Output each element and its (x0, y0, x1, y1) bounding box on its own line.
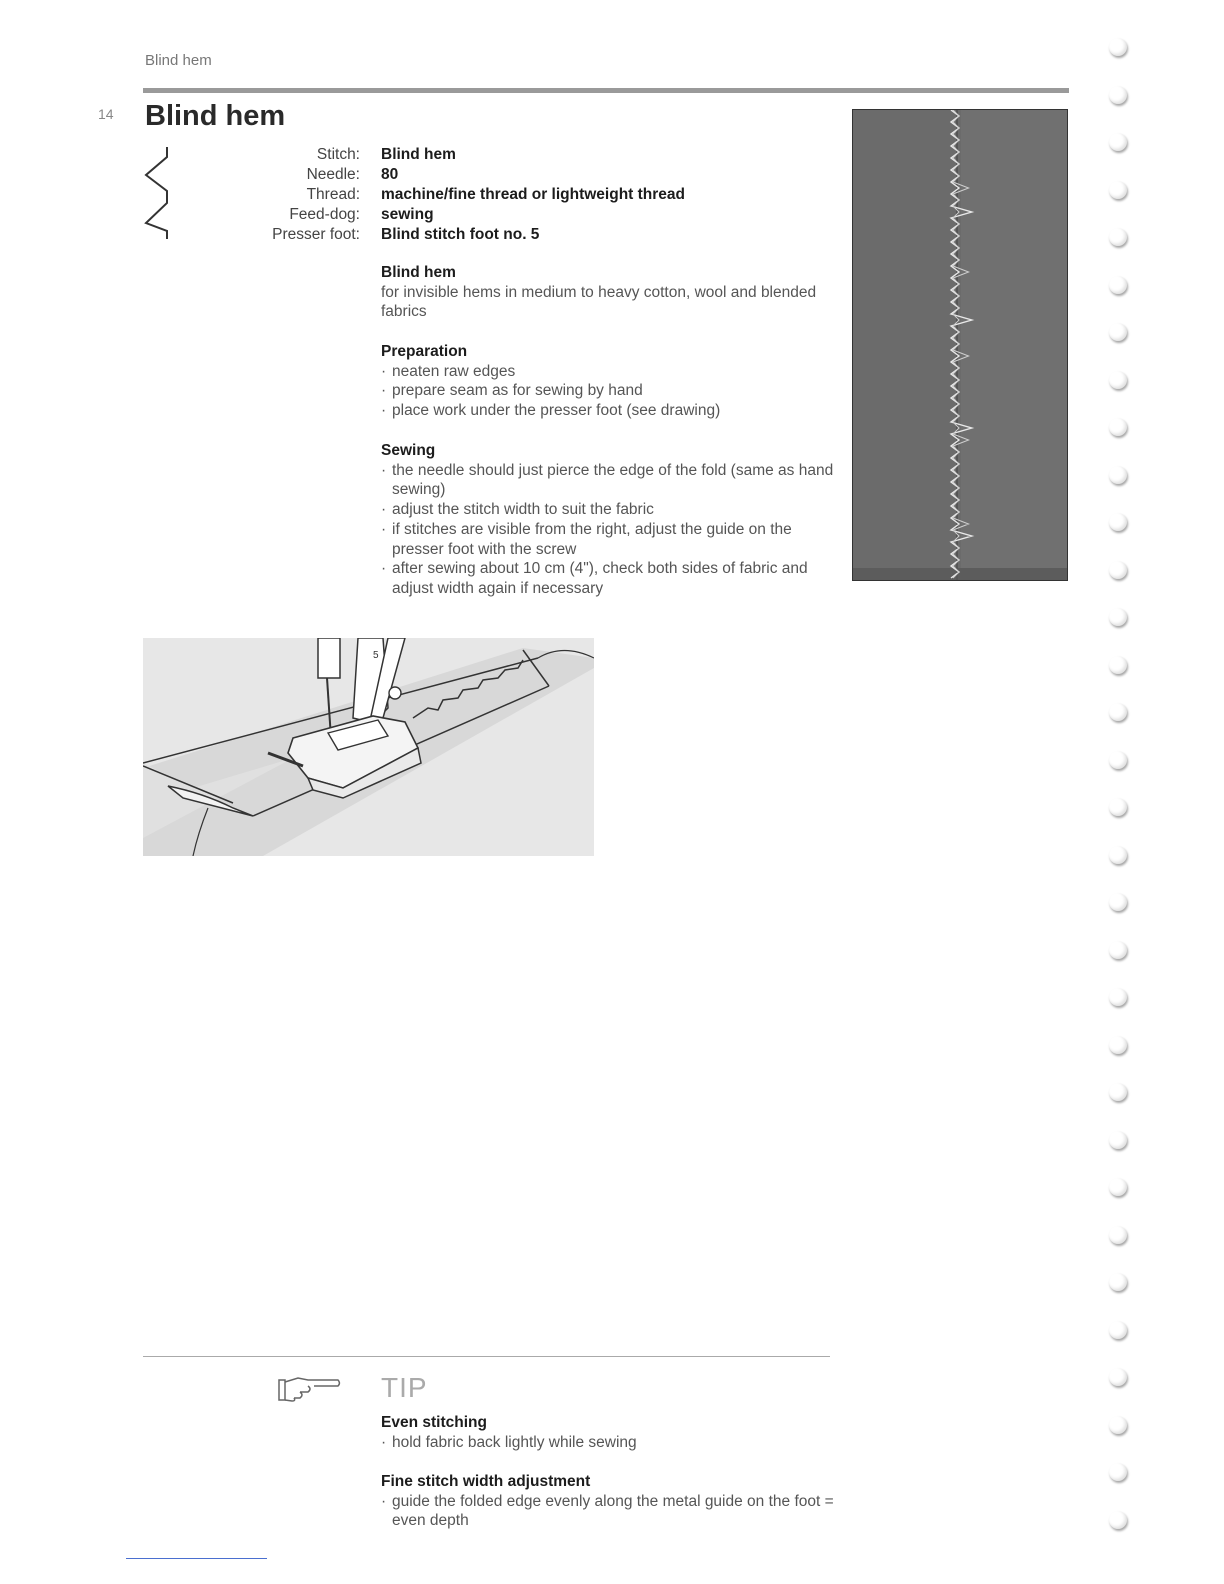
header-rule (143, 88, 1069, 93)
presser-foot-drawing (143, 638, 594, 856)
list-item-text: neaten raw edges (392, 362, 516, 380)
spiral-binding-ring-icon (1109, 751, 1127, 769)
spiral-binding-ring-icon (1109, 1511, 1127, 1529)
spec-row-feed-dog (170, 205, 730, 225)
list-item: · after sewing about 10 cm (4"), check both sides of fabric and adjust width again if necessary (381, 559, 841, 598)
page-number: 14 (98, 106, 114, 122)
list-item-text: guide the folded edge evenly along the metal guide on the foot = even depth (392, 1492, 834, 1530)
spec-value: sewing (381, 206, 434, 223)
sewing-heading: Sewing (381, 442, 436, 459)
list-item-text: the needle should just pierce the edge of the fold (same as hand sewing) (392, 461, 834, 499)
spiral-binding-ring-icon (1109, 988, 1127, 1006)
spiral-binding-ring-icon (1109, 656, 1127, 674)
spiral-binding-ring-icon (1109, 371, 1127, 389)
intro-section (381, 263, 841, 322)
running-header: Blind hem (145, 52, 212, 69)
intro-heading: Blind hem (381, 264, 456, 281)
spiral-binding-ring-icon (1109, 798, 1127, 816)
spiral-binding-ring-icon (1109, 1036, 1127, 1054)
spec-value: 80 (381, 166, 399, 183)
spiral-binding-ring-icon (1109, 86, 1127, 104)
list-item-text: after sewing about 10 cm (4"), check both sides of fabric and adjust width again if necessary (392, 560, 808, 597)
list-item-text: hold fabric back lightly while sewing (392, 1433, 637, 1451)
spec-label: Thread: (306, 186, 360, 203)
preparation-section (381, 342, 841, 421)
list-item: · guide the folded edge evenly along the metal guide on the foot = even depth (381, 1492, 841, 1531)
spiral-binding-ring-icon (1109, 703, 1127, 721)
spiral-binding-ring-icon (1109, 323, 1127, 341)
spec-value: Blind hem (381, 146, 456, 163)
spiral-binding-ring-icon (1109, 181, 1127, 199)
spiral-binding-ring-icon (1109, 1463, 1127, 1481)
spiral-binding-ring-icon (1109, 1321, 1127, 1339)
tip-item-even-stitching (381, 1413, 841, 1452)
spiral-binding-ring-icon (1109, 1273, 1127, 1291)
spiral-binding-ring-icon (1109, 1131, 1127, 1149)
tip-heading: TIP (381, 1372, 428, 1403)
preparation-heading: Preparation (381, 343, 468, 360)
spec-value: machine/fine thread or lightweight thread (381, 186, 686, 203)
list-item-text: place work under the presser foot (see drawing) (392, 402, 721, 420)
spiral-binding-ring-icon (1109, 418, 1127, 436)
list-item: · hold fabric back lightly while sewing (381, 1433, 637, 1451)
spiral-binding-ring-icon (1109, 561, 1127, 579)
sewing-section (381, 441, 841, 599)
spiral-binding-ring-icon (1109, 1178, 1127, 1196)
stitch-specs (170, 145, 730, 245)
spec-value: Blind stitch foot no. 5 (381, 226, 540, 243)
spiral-binding-ring-icon (1109, 1226, 1127, 1244)
blind-hem-sample-photo (852, 109, 1068, 581)
spec-row-needle (170, 165, 730, 185)
spiral-binding-ring-icon (1109, 228, 1127, 246)
spiral-binding-ring-icon (1109, 1368, 1127, 1386)
pointing-hand-icon (278, 1374, 342, 1404)
spiral-binding-ring-icon (1109, 846, 1127, 864)
spiral-binding-ring-icon (1109, 608, 1127, 626)
list-item-text: adjust the stitch width to suit the fabric (392, 501, 654, 519)
spiral-binding-ring-icon (1109, 893, 1127, 911)
spiral-binding-ring-icon (1109, 1416, 1127, 1434)
spiral-binding-ring-icon (1109, 276, 1127, 294)
spiral-binding-ring-icon (1109, 133, 1127, 151)
bottom-underline (126, 1558, 267, 1559)
list-item: · adjust the stitch width to suit the fabric (381, 501, 654, 519)
spec-label: Presser foot: (272, 226, 360, 243)
foot-number-label: 5 (373, 650, 379, 661)
intro-text: for invisible hems in medium to heavy cotton, wool and blended fabrics (381, 283, 817, 321)
spec-label: Feed-dog: (289, 206, 360, 223)
spiral-binding-ring-icon (1109, 38, 1127, 56)
page-title: Blind hem (145, 100, 286, 132)
tip-divider (143, 1356, 830, 1357)
list-item-text: if stitches are visible from the right, adjust the guide on the presser foot with the screw (392, 520, 792, 558)
spec-label: Needle: (306, 166, 360, 183)
spec-row-thread (170, 185, 730, 205)
list-item: · if stitches are visible from the right, adjust the guide on the presser foot with the screw (381, 520, 841, 559)
spec-label: Stitch: (316, 146, 360, 163)
tip-item-heading: Fine stitch width adjustment (381, 1473, 591, 1490)
list-item-text: prepare seam as for sewing by hand (392, 382, 643, 400)
blind-hem-stitch-icon (140, 145, 174, 241)
spiral-binding-ring-icon (1109, 513, 1127, 531)
list-item: · place work under the presser foot (see drawing) (381, 402, 721, 420)
list-item: · neaten raw edges (381, 362, 516, 380)
list-item: · the needle should just pierce the edge of the fold (same as hand sewing) (381, 461, 841, 500)
tip-item-heading: Even stitching (381, 1414, 487, 1431)
list-item: · prepare seam as for sewing by hand (381, 382, 643, 400)
tip-item-fine-width (381, 1472, 841, 1531)
spec-row-presser-foot (170, 225, 730, 245)
spiral-binding-ring-icon (1109, 1083, 1127, 1101)
spiral-binding-ring-icon (1109, 466, 1127, 484)
spec-row-stitch (170, 145, 730, 165)
spiral-binding-ring-icon (1109, 941, 1127, 959)
